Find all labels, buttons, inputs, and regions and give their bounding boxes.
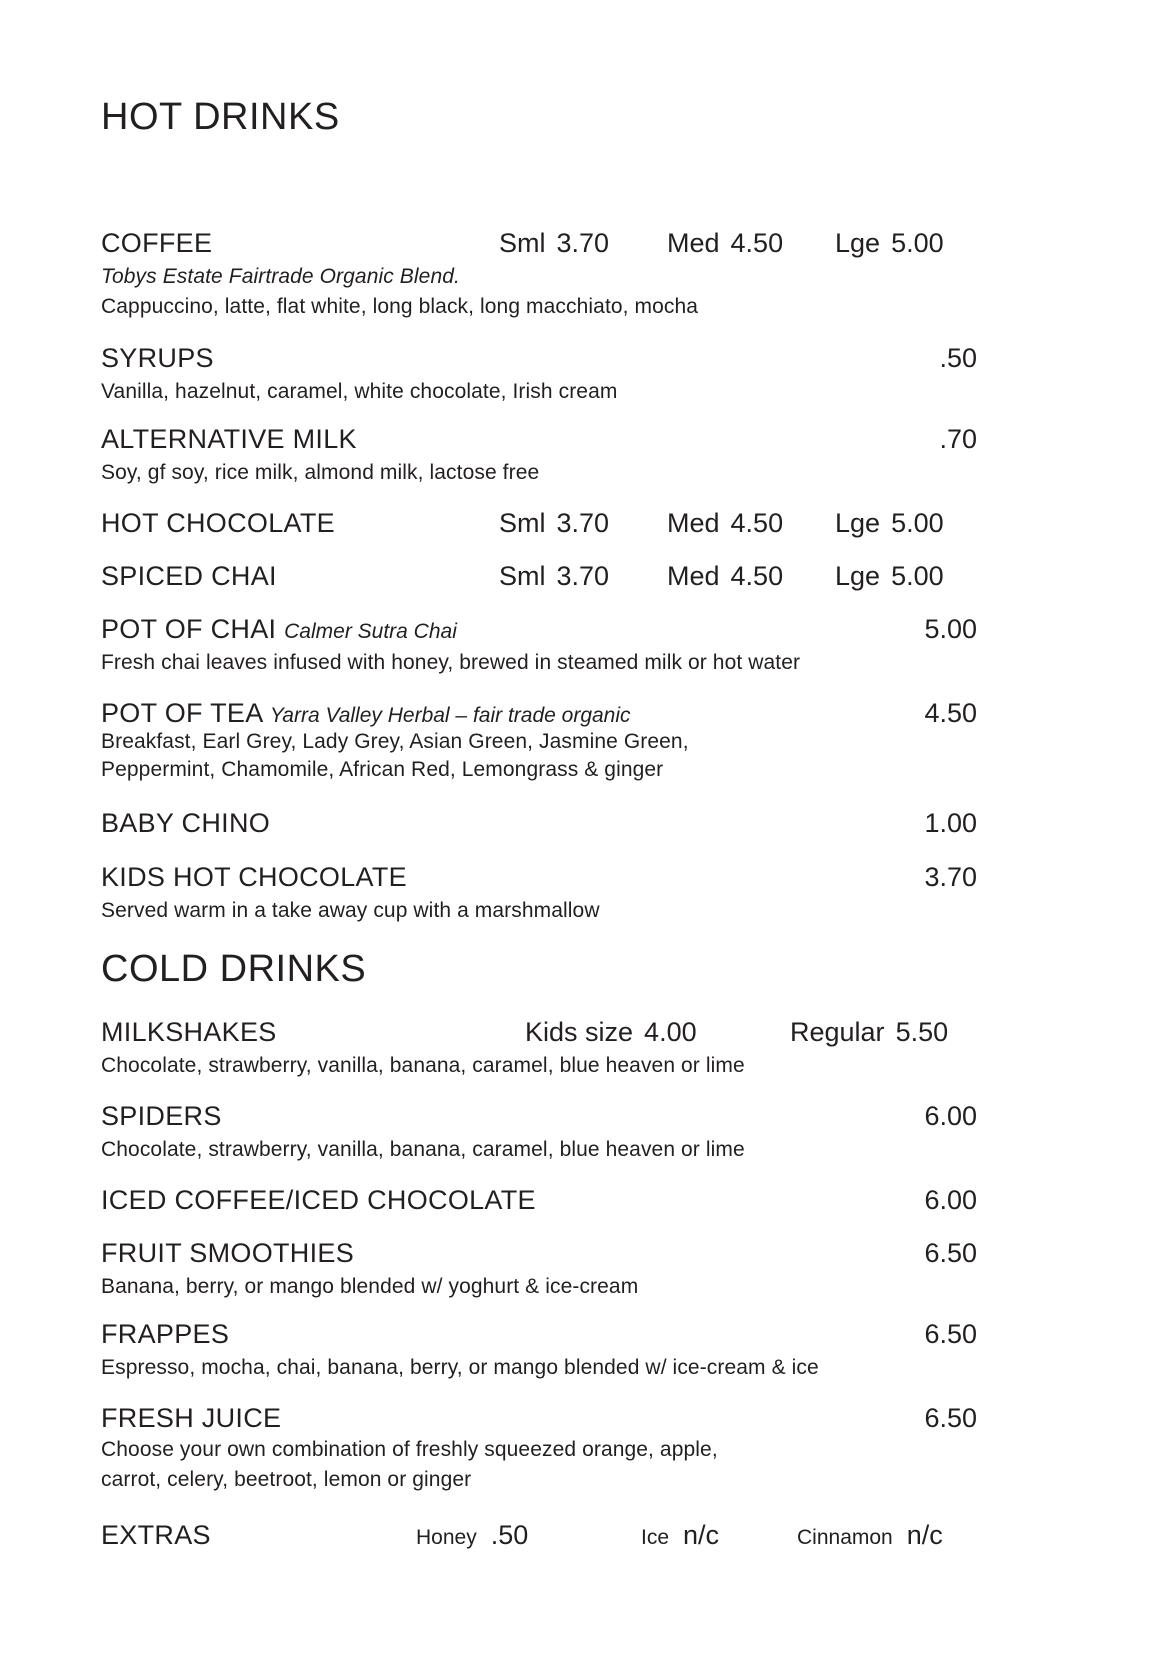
item-name: SPIDERS bbox=[101, 1101, 222, 1131]
item-description: carrot, celery, beetroot, lemon or ginger bbox=[101, 1468, 472, 1491]
item-name: COFFEE bbox=[101, 228, 213, 258]
price-small: 3.70 bbox=[556, 561, 610, 591]
item-name: HOT CHOCOLATE bbox=[101, 508, 335, 538]
item-price: 6.50 bbox=[924, 1319, 977, 1349]
item-price: .50 bbox=[939, 343, 977, 373]
item-name: FRUIT SMOOTHIES bbox=[101, 1238, 355, 1268]
price-large: 5.00 bbox=[891, 561, 944, 591]
item-description: Chocolate, strawberry, vanilla, banana, caramel, blue heaven or lime bbox=[101, 1138, 745, 1161]
size-label: Lge bbox=[835, 561, 881, 591]
item-price: 5.00 bbox=[924, 614, 977, 644]
size-label: Med bbox=[667, 228, 720, 258]
menu-item-baby-chino bbox=[101, 808, 977, 842]
item-price: 6.50 bbox=[924, 1238, 977, 1268]
item-name: FRESH JUICE bbox=[101, 1403, 282, 1433]
menu-item-alternative-milk bbox=[101, 424, 977, 488]
item-description: Breakfast, Earl Grey, Lady Grey, Asian Green, Jasmine Green, bbox=[101, 730, 689, 753]
item-name: SPICED CHAI bbox=[101, 561, 277, 591]
item-name: MILKSHAKES bbox=[101, 1017, 277, 1047]
extra-label: Ice bbox=[641, 1526, 670, 1549]
item-name: SYRUPS bbox=[101, 343, 214, 373]
menu-item-extras bbox=[101, 1520, 977, 1554]
price-large: 5.00 bbox=[891, 508, 944, 538]
size-label: Sml bbox=[499, 508, 546, 538]
item-name: POT OF TEA bbox=[101, 698, 263, 728]
item-name: KIDS HOT CHOCOLATE bbox=[101, 862, 407, 892]
item-description: Espresso, mocha, chai, banana, berry, or mango blended w/ ice-cream & ice bbox=[101, 1356, 819, 1379]
price-kids: 4.00 bbox=[644, 1017, 697, 1047]
price-large: 5.00 bbox=[891, 228, 944, 258]
item-price: 4.50 bbox=[924, 698, 977, 728]
menu-item-syrups bbox=[101, 343, 977, 407]
item-price: .70 bbox=[939, 424, 977, 454]
item-price: 3.70 bbox=[924, 862, 977, 892]
price-cinnamon: n/c bbox=[906, 1520, 943, 1550]
menu-item-pot-of-chai bbox=[101, 614, 977, 678]
item-description: Chocolate, strawberry, vanilla, banana, caramel, blue heaven or lime bbox=[101, 1054, 745, 1077]
item-description: Vanilla, hazelnut, caramel, white chocolate, Irish cream bbox=[101, 380, 618, 403]
price-honey: .50 bbox=[490, 1520, 529, 1550]
item-name: FRAPPES bbox=[101, 1319, 230, 1349]
menu-item-frappes bbox=[101, 1319, 977, 1383]
menu-item-spiders bbox=[101, 1101, 977, 1165]
item-price: 6.00 bbox=[924, 1101, 977, 1131]
size-label: Sml bbox=[499, 561, 546, 591]
item-description: Soy, gf soy, rice milk, almond milk, lactose free bbox=[101, 461, 540, 484]
extra-label: Cinnamon bbox=[797, 1526, 893, 1549]
price-small: 3.70 bbox=[556, 228, 610, 258]
menu-item-fruit-smoothies bbox=[101, 1238, 977, 1302]
size-label: Lge bbox=[835, 228, 881, 258]
menu-item-milkshakes bbox=[101, 1017, 977, 1081]
item-description: Banana, berry, or mango blended w/ yoghurt & ice-cream bbox=[101, 1275, 639, 1298]
item-description: Fresh chai leaves infused with honey, brewed in steamed milk or hot water bbox=[101, 651, 801, 674]
item-price: 6.00 bbox=[924, 1185, 977, 1215]
item-price: 1.00 bbox=[924, 808, 977, 838]
size-label: Lge bbox=[835, 508, 881, 538]
price-medium: 4.50 bbox=[730, 561, 784, 591]
extra-label: Honey bbox=[416, 1526, 477, 1549]
size-label: Med bbox=[667, 508, 720, 538]
item-brand: Yarra Valley Herbal – fair trade organic bbox=[269, 704, 631, 727]
menu-item-hot-chocolate bbox=[101, 508, 977, 542]
size-label: Regular bbox=[790, 1017, 885, 1047]
item-name: POT OF CHAI bbox=[101, 614, 277, 644]
size-label: Sml bbox=[499, 228, 546, 258]
menu-item-fresh-juice bbox=[101, 1403, 977, 1495]
price-regular: 5.50 bbox=[895, 1017, 949, 1047]
size-label: Kids size bbox=[525, 1017, 634, 1047]
cold-drinks-heading: COLD DRINKS bbox=[101, 948, 367, 990]
item-description: Peppermint, Chamomile, African Red, Lemongrass & ginger bbox=[101, 758, 664, 781]
item-name: EXTRAS bbox=[101, 1520, 211, 1550]
size-label: Med bbox=[667, 561, 720, 591]
price-ice: n/c bbox=[683, 1520, 720, 1550]
menu-item-coffee bbox=[101, 228, 977, 322]
item-brand: Calmer Sutra Chai bbox=[284, 620, 457, 643]
price-medium: 4.50 bbox=[730, 508, 784, 538]
price-small: 3.70 bbox=[556, 508, 610, 538]
menu-item-kids-hot-chocolate bbox=[101, 862, 977, 926]
item-name: ALTERNATIVE MILK bbox=[101, 424, 357, 454]
item-name: ICED COFFEE/ICED CHOCOLATE bbox=[101, 1185, 536, 1215]
item-description: Choose your own combination of freshly squeezed orange, apple, bbox=[101, 1438, 718, 1461]
item-description: Served warm in a take away cup with a marshmallow bbox=[101, 899, 600, 922]
hot-drinks-heading: HOT DRINKS bbox=[101, 96, 340, 138]
item-price: 6.50 bbox=[924, 1403, 977, 1433]
menu-item-pot-of-tea bbox=[101, 698, 977, 784]
item-subtitle: Tobys Estate Fairtrade Organic Blend. bbox=[101, 265, 460, 288]
item-description: Cappuccino, latte, flat white, long black, long macchiato, mocha bbox=[101, 295, 699, 318]
price-medium: 4.50 bbox=[730, 228, 784, 258]
menu-item-spiced-chai bbox=[101, 561, 977, 595]
menu-item-iced-coffee-chocolate bbox=[101, 1185, 977, 1219]
item-name: BABY CHINO bbox=[101, 808, 271, 838]
